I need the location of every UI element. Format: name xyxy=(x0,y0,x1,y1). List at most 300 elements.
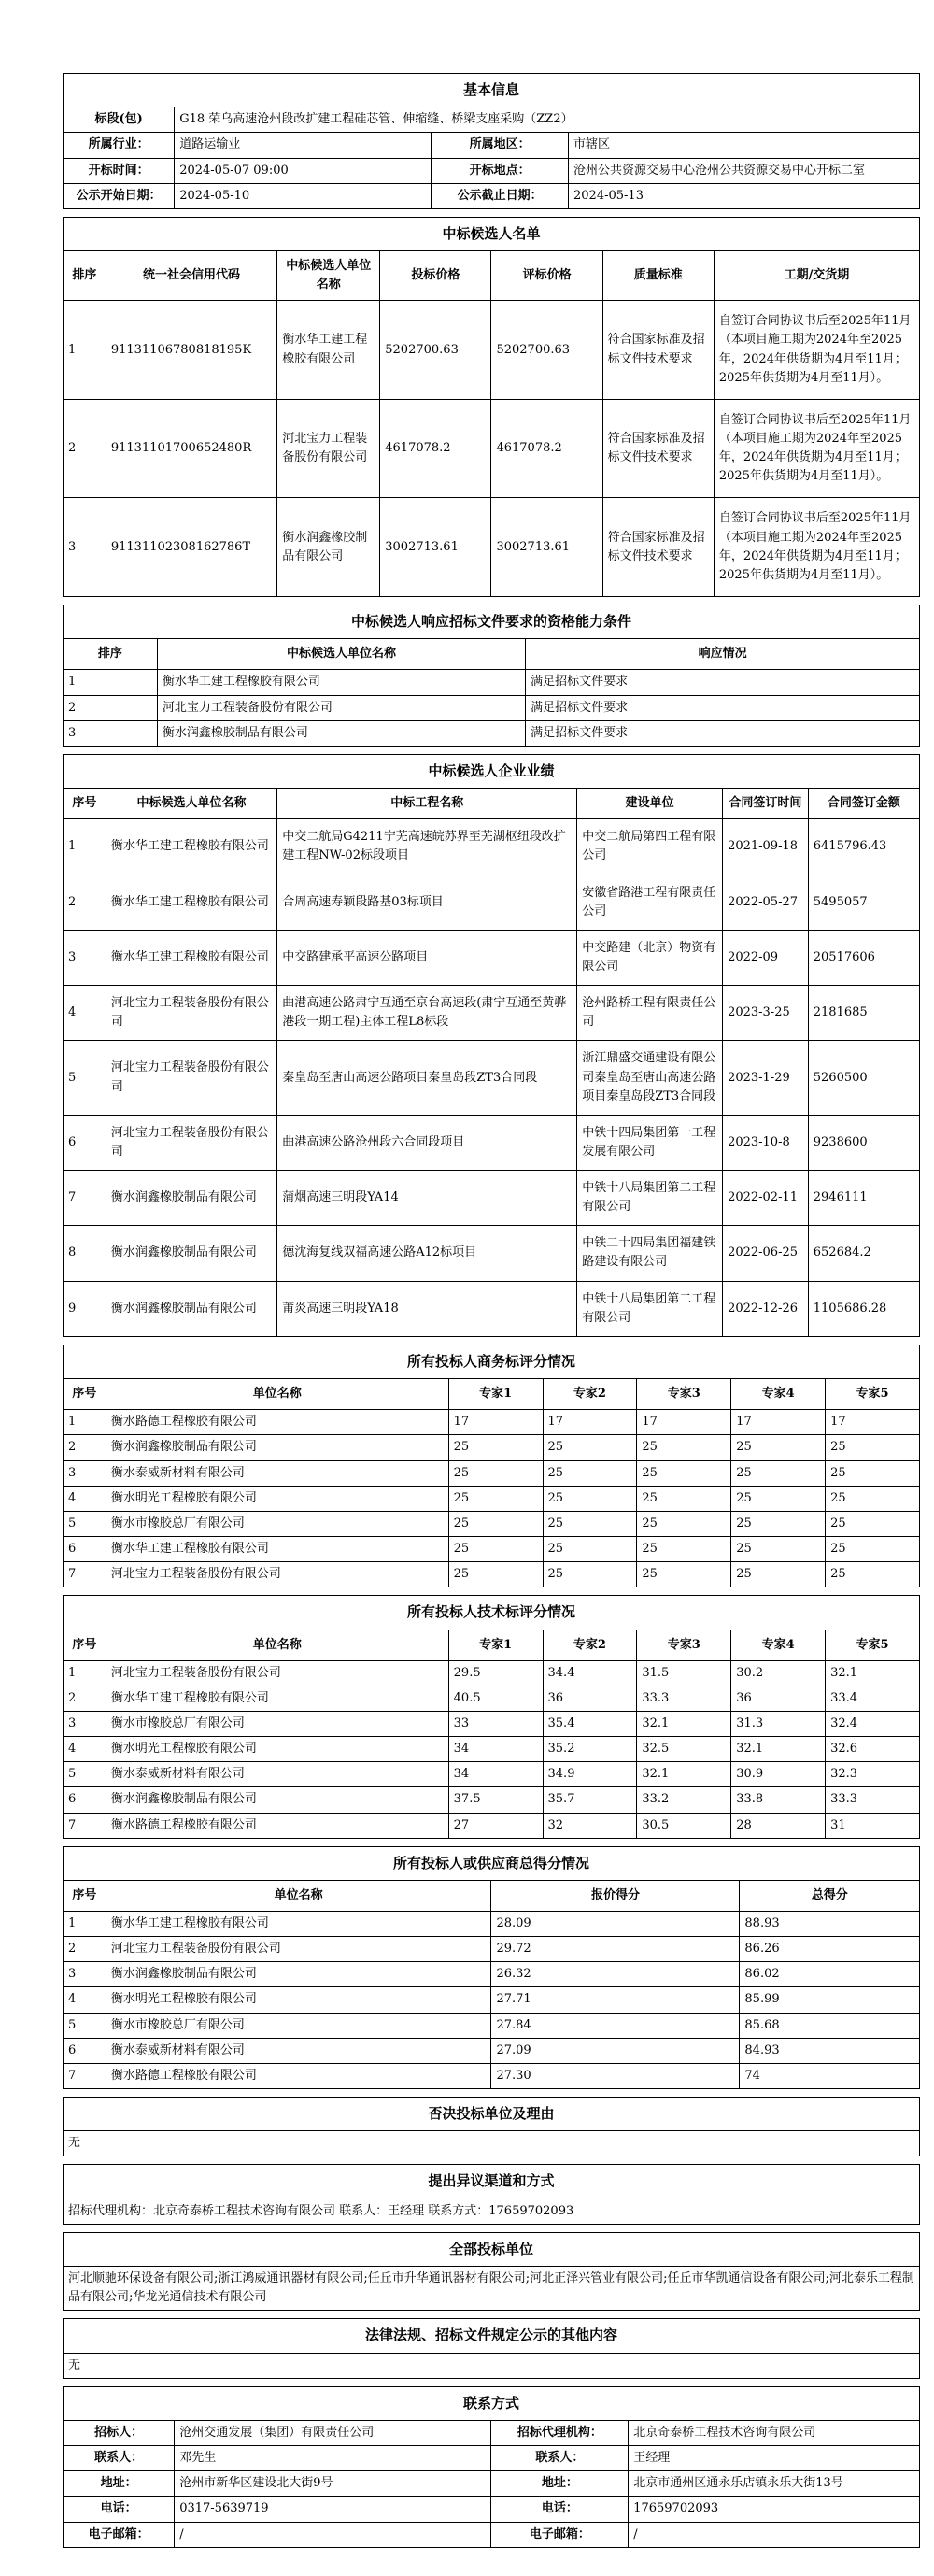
table-cell: 31.5 xyxy=(637,1660,731,1686)
table-cell: 25 xyxy=(731,1511,826,1536)
col-delivery-period: 工期/交货期 xyxy=(714,251,919,301)
table-cell: 17659702093 xyxy=(629,2497,920,2522)
table-row xyxy=(64,1937,920,1962)
col-company-name: 单位名称 xyxy=(106,1630,448,1660)
table-row xyxy=(64,183,920,208)
table-cell: 衡水华工建工程橡胶有限公司 xyxy=(157,670,525,695)
table-cell: 4 xyxy=(64,986,106,1041)
table-cell: 85.99 xyxy=(740,1987,920,2013)
table-cell: 6415796.43 xyxy=(808,819,919,875)
table-cell: 32.1 xyxy=(637,1711,731,1736)
table-cell: 衡水润鑫橡胶制品有限公司 xyxy=(106,1435,448,1460)
table-header-row xyxy=(64,251,920,301)
section-technical-scores xyxy=(63,1595,920,1838)
section-title-other-content: 法律法规、招标文件规定公示的其他内容 xyxy=(64,2319,920,2353)
section-title-basic-info: 基本信息 xyxy=(64,74,920,107)
table-cell: 25 xyxy=(826,1435,920,1460)
table-row xyxy=(64,399,920,498)
table-row xyxy=(64,930,920,985)
table-cell: 25 xyxy=(448,1511,543,1536)
table-cell: 91131101700652480R xyxy=(106,399,276,498)
col-candidate-name: 中标候选人单位名称 xyxy=(106,789,276,819)
table-row xyxy=(64,720,920,746)
table-cell: 2023-10-8 xyxy=(723,1115,809,1170)
table-row xyxy=(64,2063,920,2088)
section-title-qualification: 中标候选人响应招标文件要求的资格能力条件 xyxy=(64,605,920,639)
table-row xyxy=(64,133,920,158)
table-header-row xyxy=(64,789,920,819)
industry-label: 所属行业： xyxy=(64,133,175,158)
region-label: 所属地区： xyxy=(432,133,569,158)
table-row xyxy=(64,819,920,875)
table-cell: 32.5 xyxy=(637,1737,731,1762)
table-cell: 曲港高速公路沧州段六合同段项目 xyxy=(277,1115,577,1170)
table-cell: / xyxy=(629,2522,920,2547)
table-row xyxy=(64,2497,920,2522)
table-cell: 25 xyxy=(731,1486,826,1511)
table-row xyxy=(64,1813,920,1838)
table-cell: 32.1 xyxy=(826,1660,920,1686)
rejected-content: 无 xyxy=(64,2131,920,2156)
other-content-value: 无 xyxy=(64,2353,920,2378)
col-builder: 建设单位 xyxy=(577,789,723,819)
table-cell: 曲港高速公路肃宁互通至京台高速段(肃宁互通至黄骅港段一期工程)主体工程L8标段 xyxy=(277,986,577,1041)
table-cell: 衡水润鑫橡胶制品有限公司 xyxy=(106,1226,276,1281)
table-row xyxy=(64,695,920,720)
table-cell: 9238600 xyxy=(808,1115,919,1170)
col-expert-5: 专家5 xyxy=(826,1630,920,1660)
table-cell: 1105686.28 xyxy=(808,1281,919,1336)
table-cell: 中铁十八局集团第二工程有限公司 xyxy=(577,1281,723,1336)
table-cell: 34.9 xyxy=(543,1762,637,1787)
table-cell: 88.93 xyxy=(740,1912,920,1937)
col-eval-price: 评标价格 xyxy=(491,251,602,301)
table-cell: 2022-05-27 xyxy=(723,875,809,930)
table-cell: 25 xyxy=(826,1562,920,1587)
table-cell: 3 xyxy=(64,930,106,985)
table-cell: 联系人： xyxy=(64,2446,175,2471)
table-cell: 2181685 xyxy=(808,986,919,1041)
table-cell: 25 xyxy=(448,1562,543,1587)
table-cell: 衡水明光工程橡胶有限公司 xyxy=(106,1737,448,1762)
table-cell: 1 xyxy=(64,1410,106,1435)
col-candidate-name: 中标候选人单位名称 xyxy=(277,251,380,301)
col-candidate-name: 中标候选人单位名称 xyxy=(157,639,525,670)
table-cell: 衡水泰威新材料有限公司 xyxy=(106,1762,448,1787)
table-cell: 35.2 xyxy=(543,1737,637,1762)
table-cell: 1 xyxy=(64,301,106,400)
table-cell: 自签订合同协议书后至2025年11月（本项目施工期为2024年至2025年，2024年供货期为4月至11月；2025年供货期为4月至11月）。 xyxy=(714,498,919,597)
table-cell: 北京奇泰桥工程技术咨询有限公司 xyxy=(629,2420,920,2445)
publicity-end-label: 公示截止日期： xyxy=(432,183,569,208)
table-cell: 电话： xyxy=(491,2497,629,2522)
table-cell: 衡水润鑫橡胶制品有限公司 xyxy=(106,1787,448,1813)
table-cell: 2946111 xyxy=(808,1171,919,1226)
table-cell: 85.68 xyxy=(740,2013,920,2038)
table-row xyxy=(64,1562,920,1587)
objection-content: 招标代理机构：北京奇泰桥工程技术咨询有限公司 联系人：王经理 联系方式：17659702093 xyxy=(64,2199,920,2224)
section-title-technical-scores: 所有投标人技术标评分情况 xyxy=(64,1596,920,1630)
table-cell: 5260500 xyxy=(808,1041,919,1115)
table-cell: 86.26 xyxy=(740,1937,920,1962)
package-label: 标段(包) xyxy=(64,107,175,133)
table-cell: 3002713.61 xyxy=(380,498,491,597)
table-cell: 27.71 xyxy=(491,1987,740,2013)
table-cell: 符合国家标准及招标文件技术要求 xyxy=(602,498,714,597)
table-header-row xyxy=(64,1630,920,1660)
table-cell: 652684.2 xyxy=(808,1226,919,1281)
table-cell: 5 xyxy=(64,1762,106,1787)
table-cell: 29.5 xyxy=(448,1660,543,1686)
table-cell: 27.84 xyxy=(491,2013,740,2038)
section-all-bidders xyxy=(63,2232,920,2312)
table-cell: 衡水泰威新材料有限公司 xyxy=(106,1460,448,1486)
col-rank: 排序 xyxy=(64,639,158,670)
table-cell: 33.8 xyxy=(731,1787,826,1813)
col-company-name: 单位名称 xyxy=(106,1379,448,1410)
table-cell: 32.3 xyxy=(826,1762,920,1787)
table-cell: 2 xyxy=(64,1435,106,1460)
table-row xyxy=(64,2038,920,2063)
table-cell: 9 xyxy=(64,1281,106,1336)
table-cell: 2 xyxy=(64,1937,106,1962)
table-cell: 沧州市新华区建设北大街9号 xyxy=(175,2471,491,2497)
col-expert-5: 专家5 xyxy=(826,1379,920,1410)
table-cell: 34 xyxy=(448,1737,543,1762)
col-bid-price: 投标价格 xyxy=(380,251,491,301)
section-title-contact: 联系方式 xyxy=(64,2386,920,2420)
table-cell: 2 xyxy=(64,1686,106,1711)
section-title-all-bidders: 全部投标单位 xyxy=(64,2232,920,2266)
table-cell: 衡水华工建工程橡胶有限公司 xyxy=(106,819,276,875)
table-row xyxy=(64,1115,920,1170)
table-cell: 32.4 xyxy=(826,1711,920,1736)
table-row xyxy=(64,1787,920,1813)
table-cell: 25 xyxy=(543,1460,637,1486)
table-cell: 衡水路德工程橡胶有限公司 xyxy=(106,1813,448,1838)
table-cell: 25 xyxy=(637,1511,731,1536)
table-cell: 30.9 xyxy=(731,1762,826,1787)
table-cell: 25 xyxy=(448,1537,543,1562)
table-cell: 符合国家标准及招标文件技术要求 xyxy=(602,399,714,498)
table-row xyxy=(64,1435,920,1460)
table-row xyxy=(64,1762,920,1787)
table-cell: 7 xyxy=(64,1813,106,1838)
table-cell: 32.6 xyxy=(826,1737,920,1762)
table-cell: 电话： xyxy=(64,2497,175,2522)
table-cell: 7 xyxy=(64,2063,106,2088)
table-cell: 衡水市橡胶总厂有限公司 xyxy=(106,2013,491,2038)
table-cell: 30.2 xyxy=(731,1660,826,1686)
col-company-name: 单位名称 xyxy=(106,1880,491,1911)
table-cell: 衡水路德工程橡胶有限公司 xyxy=(106,1410,448,1435)
table-row xyxy=(64,498,920,597)
table-cell: 2022-02-11 xyxy=(723,1171,809,1226)
table-row xyxy=(64,1281,920,1336)
section-title-objection: 提出异议渠道和方式 xyxy=(64,2165,920,2199)
table-cell: 2 xyxy=(64,875,106,930)
table-cell: 32 xyxy=(543,1813,637,1838)
table-cell: 84.93 xyxy=(740,2038,920,2063)
table-cell: 衡水华工建工程橡胶有限公司 xyxy=(106,875,276,930)
table-cell: 满足招标文件要求 xyxy=(526,670,920,695)
table-cell: 25 xyxy=(731,1435,826,1460)
section-candidates xyxy=(63,217,920,597)
table-cell: 河北宝力工程装备股份有限公司 xyxy=(106,1041,276,1115)
table-cell: 5 xyxy=(64,1511,106,1536)
table-cell: 河北宝力工程装备股份有限公司 xyxy=(106,1115,276,1170)
table-cell: 2 xyxy=(64,399,106,498)
table-cell: 25 xyxy=(826,1460,920,1486)
col-project-name: 中标工程名称 xyxy=(277,789,577,819)
table-header-row xyxy=(64,1880,920,1911)
table-cell: 衡水路德工程橡胶有限公司 xyxy=(106,2063,491,2088)
table-cell: 3 xyxy=(64,1962,106,1987)
table-cell: 5 xyxy=(64,1041,106,1115)
table-cell: 中铁十八局集团第二工程有限公司 xyxy=(577,1171,723,1226)
table-row xyxy=(64,107,920,133)
col-expert-4: 专家4 xyxy=(731,1379,826,1410)
section-rejected xyxy=(63,2097,920,2156)
section-other-content xyxy=(63,2318,920,2378)
table-cell: 3 xyxy=(64,1460,106,1486)
table-cell: 衡水华工建工程橡胶有限公司 xyxy=(277,301,380,400)
col-index: 序号 xyxy=(64,1880,106,1911)
table-cell: 河北宝力工程装备股份有限公司 xyxy=(106,1660,448,1686)
table-cell: / xyxy=(175,2522,491,2547)
table-cell: 3 xyxy=(64,1711,106,1736)
table-cell: 1 xyxy=(64,1660,106,1686)
table-row xyxy=(64,2199,920,2224)
table-row xyxy=(64,2353,920,2378)
table-cell: 自签订合同协议书后至2025年11月（本项目施工期为2024年至2025年，2024年供货期为4月至11月；2025年供货期为4月至11月）。 xyxy=(714,301,919,400)
table-cell: 27.30 xyxy=(491,2063,740,2088)
table-cell: 40.5 xyxy=(448,1686,543,1711)
table-cell: 33.3 xyxy=(826,1787,920,1813)
table-row xyxy=(64,1486,920,1511)
table-cell: 36 xyxy=(543,1686,637,1711)
table-cell: 25 xyxy=(637,1460,731,1486)
table-cell: 0317-5639719 xyxy=(175,2497,491,2522)
table-cell: 31 xyxy=(826,1813,920,1838)
table-cell: 17 xyxy=(826,1410,920,1435)
table-cell: 中交二航局G4211宁芜高速皖苏界至芜湖枢纽段改扩建工程NW-02标段项目 xyxy=(277,819,577,875)
table-cell: 35.7 xyxy=(543,1787,637,1813)
col-contract-amount: 合同签订金额 xyxy=(808,789,919,819)
table-cell: 25 xyxy=(637,1435,731,1460)
table-row xyxy=(64,1171,920,1226)
table-cell: 安徽省路港工程有限责任公司 xyxy=(577,875,723,930)
industry-value: 道路运输业 xyxy=(175,133,432,158)
table-row xyxy=(64,1660,920,1686)
section-title-rejected: 否决投标单位及理由 xyxy=(64,2098,920,2131)
table-cell: 17 xyxy=(637,1410,731,1435)
table-cell: 31.3 xyxy=(731,1711,826,1736)
table-cell: 4617078.2 xyxy=(491,399,602,498)
table-row xyxy=(64,1537,920,1562)
table-cell: 衡水润鑫橡胶制品有限公司 xyxy=(277,498,380,597)
section-title-business-scores: 所有投标人商务标评分情况 xyxy=(64,1345,920,1378)
table-cell: 25 xyxy=(826,1486,920,1511)
table-cell: 17 xyxy=(543,1410,637,1435)
publicity-start-value: 2024-05-10 xyxy=(175,183,432,208)
table-cell: 河北宝力工程装备股份有限公司 xyxy=(157,695,525,720)
table-cell: 3 xyxy=(64,720,158,746)
col-rank: 排序 xyxy=(64,251,106,301)
col-expert-1: 专家1 xyxy=(448,1630,543,1660)
table-cell: 浙江鼎盛交通建设有限公司秦皇岛至唐山高速公路项目秦皇岛段ZT3合同段 xyxy=(577,1041,723,1115)
table-cell: 74 xyxy=(740,2063,920,2088)
table-cell: 2022-09 xyxy=(723,930,809,985)
section-objection xyxy=(63,2164,920,2224)
publicity-end-value: 2024-05-13 xyxy=(569,183,920,208)
package-value: G18 荣乌高速沧州段改扩建工程硅芯管、伸缩缝、桥梁支座采购（ZZ2） xyxy=(175,107,920,133)
table-cell: 衡水润鑫橡胶制品有限公司 xyxy=(106,1171,276,1226)
col-index: 序号 xyxy=(64,1379,106,1410)
table-cell: 满足招标文件要求 xyxy=(526,720,920,746)
table-cell: 25 xyxy=(731,1562,826,1587)
table-row xyxy=(64,1460,920,1486)
table-cell: 秦皇岛至唐山高速公路项目秦皇岛段ZT3合同段 xyxy=(277,1041,577,1115)
table-cell: 6 xyxy=(64,2038,106,2063)
table-cell: 32.1 xyxy=(637,1762,731,1787)
table-cell: 招标人： xyxy=(64,2420,175,2445)
table-cell: 衡水市橡胶总厂有限公司 xyxy=(106,1711,448,1736)
table-cell: 28 xyxy=(731,1813,826,1838)
table-cell: 沧州路桥工程有限责任公司 xyxy=(577,986,723,1041)
table-cell: 衡水润鑫橡胶制品有限公司 xyxy=(157,720,525,746)
table-cell: 2023-1-29 xyxy=(723,1041,809,1115)
table-cell: 34 xyxy=(448,1762,543,1787)
col-expert-4: 专家4 xyxy=(731,1630,826,1660)
table-row xyxy=(64,670,920,695)
table-cell: 3 xyxy=(64,498,106,597)
table-row xyxy=(64,2522,920,2547)
table-row xyxy=(64,986,920,1041)
table-cell: 4617078.2 xyxy=(380,399,491,498)
table-cell: 17 xyxy=(731,1410,826,1435)
table-cell: 北京市通州区通永乐店镇永乐大街13号 xyxy=(629,2471,920,2497)
section-title-performance: 中标候选人企业业绩 xyxy=(64,754,920,788)
table-cell: 6 xyxy=(64,1787,106,1813)
col-expert-3: 专家3 xyxy=(637,1379,731,1410)
table-cell: 33.3 xyxy=(637,1686,731,1711)
table-cell: 25 xyxy=(543,1486,637,1511)
table-cell: 河北宝力工程装备股份有限公司 xyxy=(106,986,276,1041)
table-cell: 2 xyxy=(64,695,158,720)
table-cell: 5202700.63 xyxy=(380,301,491,400)
table-cell: 5 xyxy=(64,2013,106,2038)
table-cell: 中交路建（北京）物资有限公司 xyxy=(577,930,723,985)
table-row xyxy=(64,2013,920,2038)
open-time-label: 开标时间： xyxy=(64,158,175,183)
table-cell: 91131106780818195K xyxy=(106,301,276,400)
col-index: 序号 xyxy=(64,789,106,819)
table-cell: 蒲烟高速三明段YA14 xyxy=(277,1171,577,1226)
table-header-row xyxy=(64,1379,920,1410)
table-cell: 地址： xyxy=(64,2471,175,2497)
table-cell: 邓先生 xyxy=(175,2446,491,2471)
col-contract-date: 合同签订时间 xyxy=(723,789,809,819)
table-cell: 86.02 xyxy=(740,1962,920,1987)
table-cell: 王经理 xyxy=(629,2446,920,2471)
table-cell: 符合国家标准及招标文件技术要求 xyxy=(602,301,714,400)
section-total-scores xyxy=(63,1846,920,2089)
table-cell: 电子邮箱： xyxy=(491,2522,629,2547)
table-row xyxy=(64,1410,920,1435)
open-place-value: 沧州公共资源交易中心沧州公共资源交易中心开标二室 xyxy=(569,158,920,183)
table-cell: 6 xyxy=(64,1115,106,1170)
table-cell: 4 xyxy=(64,1737,106,1762)
section-title-candidates: 中标候选人名单 xyxy=(64,217,920,250)
table-cell: 衡水泰威新材料有限公司 xyxy=(106,2038,491,2063)
table-cell: 30.5 xyxy=(637,1813,731,1838)
table-cell: 莆炎高速三明段YA18 xyxy=(277,1281,577,1336)
table-cell: 4 xyxy=(64,1987,106,2013)
col-expert-3: 专家3 xyxy=(637,1630,731,1660)
section-contact xyxy=(63,2386,920,2548)
col-quality-standard: 质量标准 xyxy=(602,251,714,301)
table-cell: 25 xyxy=(826,1511,920,1536)
table-cell: 衡水润鑫橡胶制品有限公司 xyxy=(106,1281,276,1336)
table-cell: 衡水明光工程橡胶有限公司 xyxy=(106,1486,448,1511)
table-cell: 衡水明光工程橡胶有限公司 xyxy=(106,1987,491,2013)
table-cell: 25 xyxy=(448,1460,543,1486)
table-row xyxy=(64,1041,920,1115)
table-cell: 33 xyxy=(448,1711,543,1736)
table-cell: 衡水华工建工程橡胶有限公司 xyxy=(106,1537,448,1562)
table-cell: 衡水华工建工程橡胶有限公司 xyxy=(106,1912,491,1937)
open-time-value: 2024-05-07 09:00 xyxy=(175,158,432,183)
col-index: 序号 xyxy=(64,1630,106,1660)
table-cell: 33.4 xyxy=(826,1686,920,1711)
table-cell: 衡水市橡胶总厂有限公司 xyxy=(106,1511,448,1536)
col-credit-code: 统一社会信用代码 xyxy=(106,251,276,301)
table-cell: 招标代理机构： xyxy=(491,2420,629,2445)
table-cell: 37.5 xyxy=(448,1787,543,1813)
table-cell: 地址： xyxy=(491,2471,629,2497)
table-cell: 联系人： xyxy=(491,2446,629,2471)
table-row xyxy=(64,1912,920,1937)
table-cell: 5202700.63 xyxy=(491,301,602,400)
table-cell: 25 xyxy=(543,1537,637,1562)
table-cell: 5495057 xyxy=(808,875,919,930)
table-cell: 25 xyxy=(543,1511,637,1536)
table-row xyxy=(64,301,920,400)
table-cell: 25 xyxy=(637,1537,731,1562)
table-cell: 电子邮箱： xyxy=(64,2522,175,2547)
table-cell: 25 xyxy=(826,1537,920,1562)
table-row xyxy=(64,1987,920,2013)
table-cell: 1 xyxy=(64,819,106,875)
table-cell: 20517606 xyxy=(808,930,919,985)
table-cell: 中交路建承平高速公路项目 xyxy=(277,930,577,985)
table-cell: 25 xyxy=(731,1460,826,1486)
table-row xyxy=(64,2471,920,2497)
section-business-scores xyxy=(63,1345,920,1587)
col-expert-2: 专家2 xyxy=(543,1379,637,1410)
table-cell: 4 xyxy=(64,1486,106,1511)
table-cell: 25 xyxy=(637,1562,731,1587)
table-cell: 沧州交通发展（集团）有限责任公司 xyxy=(175,2420,491,2445)
table-cell: 衡水润鑫橡胶制品有限公司 xyxy=(106,1962,491,1987)
table-row xyxy=(64,1226,920,1281)
table-cell: 德沈海复线双福高速公路A12标项目 xyxy=(277,1226,577,1281)
table-cell: 中铁十四局集团第一工程发展有限公司 xyxy=(577,1115,723,1170)
section-performance xyxy=(63,754,920,1337)
table-row xyxy=(64,2420,920,2445)
table-cell: 91131102308162786T xyxy=(106,498,276,597)
